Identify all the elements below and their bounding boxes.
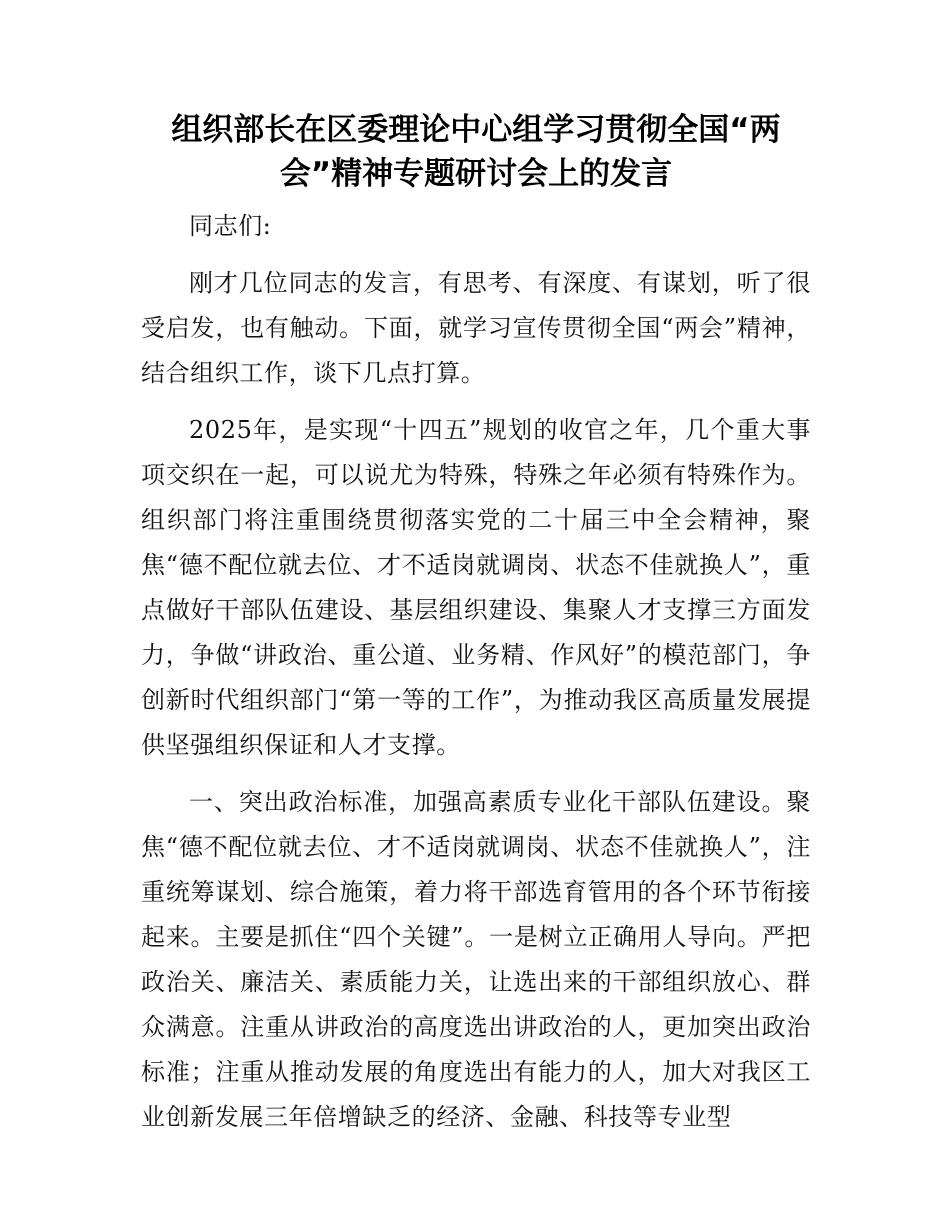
paragraph-1: 刚才几位同志的发言，有思考、有深度、有谋划，听了很受启发，也有触动。下面，就学习宣传贯彻全国“两会”精神，结合组织工作，谈下几点打算。 xyxy=(141,269,811,387)
document-title xyxy=(141,108,811,196)
title-line-2: 会”精神专题研讨会上的发言 xyxy=(279,156,673,192)
greeting: 同志们: xyxy=(189,212,272,240)
title-line-1: 组织部长在区委理论中心组学习贯彻全国“两 xyxy=(171,112,781,148)
document-page xyxy=(141,108,811,1140)
paragraph-2: 2025年，是实现“十四五”规划的收官之年，几个重大事项交织在一起，可以说尤为特殊，特殊之年必须有特殊作为。组织部门将注重围绕贯彻落实党的二十届三中全会精神，聚焦“德不配位就去位、才不适岗就调岗、状态不佳就换人”，重点做好干部队伍建设、基层组织建设、集聚人才支撑三方面发力，争做“讲政治、重公道、业务精、作风好”的模范部门，争创新时代组织部门“第一等的工作”，为推动我区高质量发展提供坚强组织保证和人才支撑。 xyxy=(141,416,811,759)
paragraph-3: 一、突出政治标准，加强高素质专业化干部队伍建设。聚焦“德不配位就去位、才不适岗就调岗、状态不佳就换人”，注重统筹谋划、综合施策，着力将干部选育管用的各个环节衔接起来。主要是抓住“四个关键”。一是树立正确用人导向。严把政治关、廉洁关、素质能力关，让选出来的干部组织放心、群众满意。注重从讲政治的高度选出讲政治的人，更加突出政治标准；注重从推动发展的角度选出有能力的人，加大对我区工业创新发展三年倍增缺乏的经济、金融、科技等专业型 xyxy=(141,788,811,1131)
